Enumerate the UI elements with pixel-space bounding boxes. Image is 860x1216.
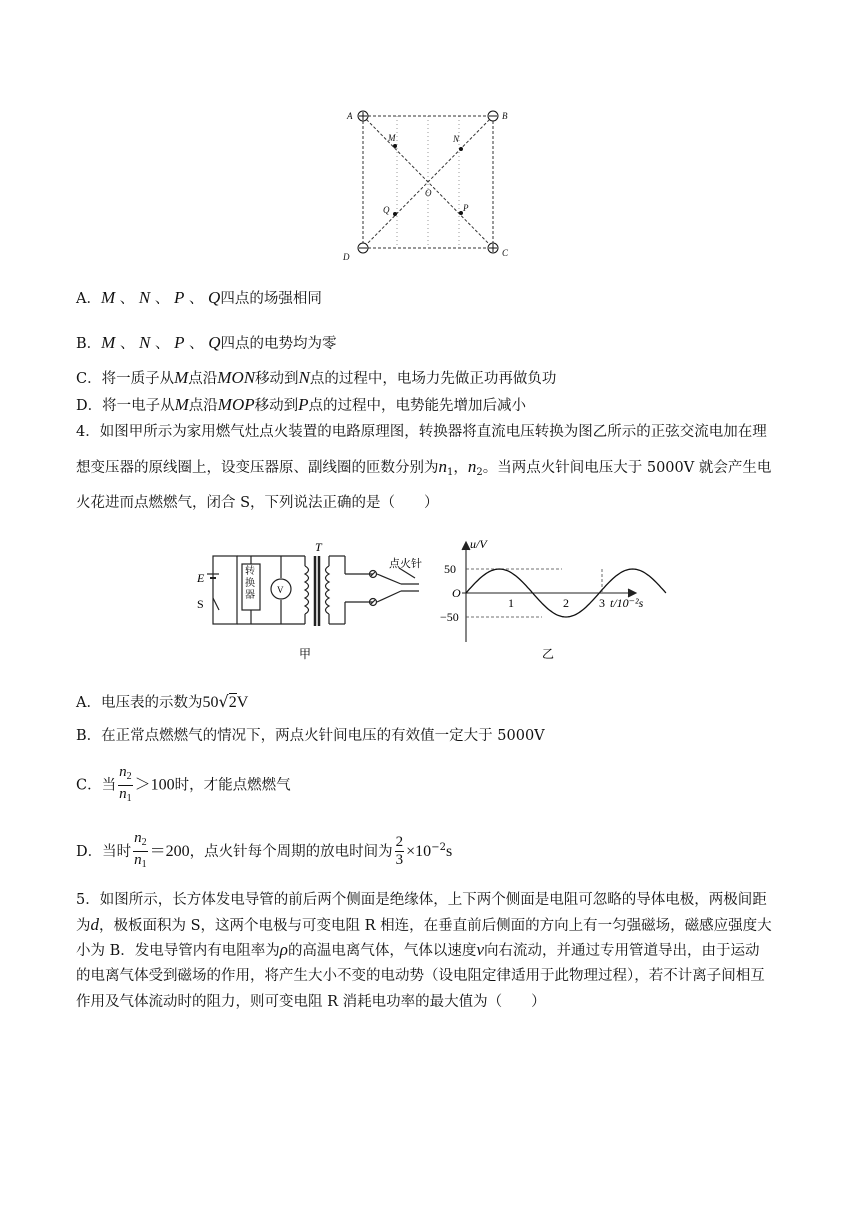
x-axis-label: t/10⁻²s bbox=[610, 596, 644, 610]
x-tick-1: 1 bbox=[508, 596, 514, 610]
q3-option-a: A．M 、 N 、 P 、 Q四点的场强相同 bbox=[76, 288, 322, 307]
q4-option-c: C．当 $\frac{n_2}{n_1}$ ＞100时，才能点燃燃气 bbox=[76, 764, 291, 804]
y-axis-label: u/V bbox=[470, 537, 487, 551]
q4-stem-line-1: 4．如图甲所示为家用燃气灶点火装置的电路原理图，转换器将直流电压转换为图乙所示的正弦交流电加在理 bbox=[76, 424, 767, 440]
label-N: N bbox=[453, 134, 460, 144]
origin-label: O bbox=[452, 586, 461, 600]
label-O: O bbox=[425, 188, 432, 198]
label-E: E bbox=[197, 571, 205, 585]
label-S: S bbox=[197, 597, 204, 611]
charge-A-positive bbox=[358, 111, 368, 121]
q5-line-4: 的电离气体受到磁场的作用，将产生大小不变的电动势（设电阻定律适用于此物理过程），若不计离子间相互 bbox=[76, 968, 765, 984]
q5-line-2: 为d，极板面积为 S，这两个电极与可变电阻 R 相连，在垂直前后侧面的方向上有一匀强磁场，磁感应强度大 bbox=[76, 915, 772, 934]
q4-option-a: A．电压表的示数为50√2V bbox=[76, 692, 249, 711]
y-tick-50: 50 bbox=[444, 562, 456, 576]
label-A: A bbox=[347, 111, 353, 121]
converter-label: 转换器 bbox=[245, 566, 255, 601]
q4-option-d: D．当时 $\frac{n_2}{n_1}$ ＝200，点火针每个周期的放电时间为 $\frac{2}{3}$ $\times 10^{-2}s$ bbox=[76, 830, 453, 871]
caption-yi: 乙 bbox=[542, 647, 555, 661]
q5-line-5: 作用及气体流动时的阻力，则可变电阻 R 消耗电功率的最大值为（ ） bbox=[76, 994, 546, 1010]
label-T: T bbox=[315, 540, 322, 554]
label-B: B bbox=[502, 111, 508, 121]
x-tick-2: 2 bbox=[563, 596, 569, 610]
caption-jia: 甲 bbox=[299, 647, 312, 661]
q3-option-c: C．将一质子从M点沿MON移动到N点的过程中，电场力先做正功再做负功 bbox=[76, 368, 557, 387]
voltmeter-label: V bbox=[277, 585, 284, 595]
label-needle: 点火针 bbox=[389, 558, 422, 570]
q4-option-b: B．在正常点燃燃气的情况下，两点火针间电压的有效值一定大于 5000V bbox=[76, 728, 545, 744]
label-P: P bbox=[463, 203, 469, 213]
label-M: M bbox=[388, 133, 396, 143]
label-D: D bbox=[343, 252, 350, 262]
voltage-waveform-chart bbox=[432, 532, 672, 672]
q5-line-3: 小为 B．发电导管内有电阻率为ρ的高温电离气体，气体以速度v向右流动，并通过专用管道导出，由于运动 bbox=[76, 940, 760, 959]
x-tick-3: 3 bbox=[599, 596, 605, 610]
q3-option-d: D．将一电子从M点沿MOP移动到P点的过程中，电势能先增加后减小 bbox=[76, 395, 527, 414]
charge-B-negative bbox=[488, 111, 498, 121]
q5-line-1: 5．如图所示，长方体发电导管的前后两个侧面是绝缘体，上下两个侧面是电阻可忽略的导体电极，两极间距 bbox=[76, 892, 767, 908]
label-C: C bbox=[502, 248, 509, 258]
label-Q: Q bbox=[383, 205, 390, 215]
charge-D-negative bbox=[358, 243, 368, 253]
y-tick-neg50: −50 bbox=[440, 610, 459, 624]
charge-C-positive bbox=[488, 243, 498, 253]
q3-option-b: B．M 、 N 、 P 、 Q四点的电势均为零 bbox=[76, 333, 337, 352]
ignition-circuit-figure bbox=[195, 540, 435, 665]
q4-stem-line-3: 火花进而点燃燃气，闭合 S，下列说法正确的是（ ） bbox=[76, 495, 439, 511]
charge-square-figure bbox=[335, 100, 525, 270]
q4-stem-line-2: 想变压器的原线圈上，设变压器原、副线圈的匝数分别为$n_1$，$n_2$。当两点火针间电压大于 5000V 就会产生电 bbox=[76, 457, 772, 478]
